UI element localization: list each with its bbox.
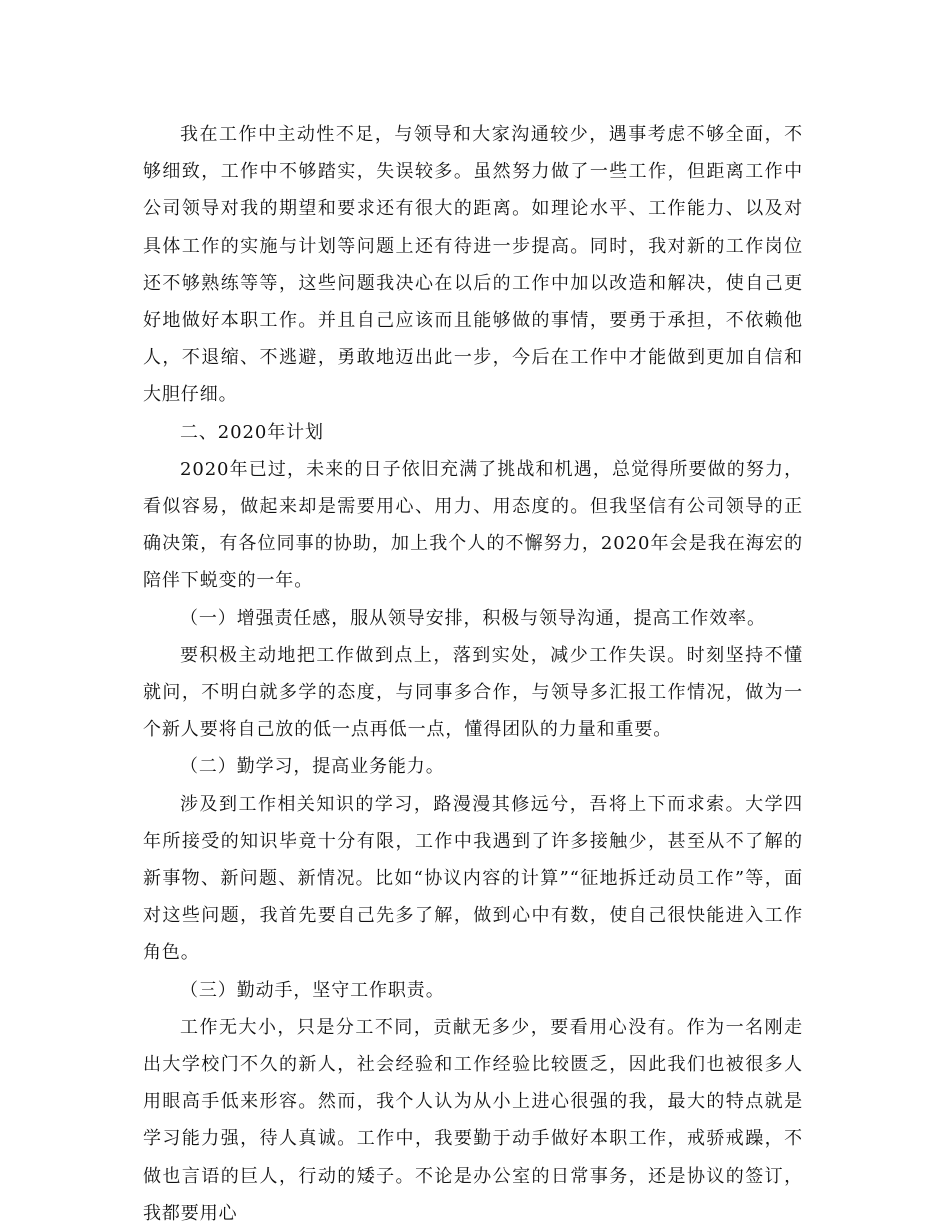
paragraph-hands-on: 工作无大小，只是分工不同，贡献无多少，要看用心没有。作为一名刚走出大学校门不久的新人，社会经验和工作经验比较匮乏，因此我们也被很多人用眼高手低来形容。然而，我个人认为从小上进心很强的我，最大的特点就是学习能力强，待人真诚。工作中，我要勤于动手做好本职工作，戒骄戒躁，不做也言语的巨人，行动的矮子。不论是办公室的日常事务，还是协议的签订，我都要用心 [143,1016,803,1224]
paragraph-study: 涉及到工作相关知识的学习，路漫漫其修远兮，吾将上下而求索。大学四年所接受的知识毕竟十分有限，工作中我遇到了许多接触少，甚至从不了解的新事物、新问题、新情况。比如“协议内容的计算”“征地拆迁动员工作”等，面对这些问题，我首先要自己先多了解，做到心中有数，使自己很快能进入工作角色。 [143,793,803,964]
subheading-responsibility: （一）增强责任感，服从领导安排，积极与领导沟通，提高工作效率。 [180,607,766,629]
paragraph-responsibility: 要积极主动地把工作做到点上，落到实处，减少工作失误。时刻坚持不懂就问，不明白就多学的态度，与同事多合作，与领导多汇报工作情况，做为一个新人要将自己放的低一点再低一点，懂得团队的力量和重要。 [143,644,803,741]
document-body [143,116,803,1232]
paragraph-plan-intro: 2020年已过，未来的日子依旧充满了挑战和机遇，总觉得所要做的努力，看似容易，做起来却是需要用心、用力、用态度的。但我坚信有公司领导的正确决策，有各位同事的协助，加上我个人的不懈努力，2020年会是我在海宏的陪伴下蜕变的一年。 [143,458,803,592]
subheading-hands-on: （三）勤动手，坚守工作职责。 [180,979,445,1001]
subheading-study: （二）勤学习，提高业务能力。 [180,756,445,778]
paragraph-self-assessment: 我在工作中主动性不足，与领导和大家沟通较少，遇事考虑不够全面，不够细致，工作中不够踏实，失误较多。虽然努力做了一些工作，但距离工作中公司领导对我的期望和要求还有很大的距离。如理论水平、工作能力、以及对具体工作的实施与计划等问题上还有待进一步提高。同时，我对新的工作岗位还不够熟练等等，这些问题我决心在以后的工作中加以改造和解决，使自己更好地做好本职工作。并且自己应该而且能够做的事情，要勇于承担，不依赖他人，不退缩、不逃避，勇敢地迈出此一步，今后在工作中才能做到更加自信和大胆仔细。 [143,124,803,406]
section-heading-2020-plan: 二、2020年计划 [180,421,324,443]
